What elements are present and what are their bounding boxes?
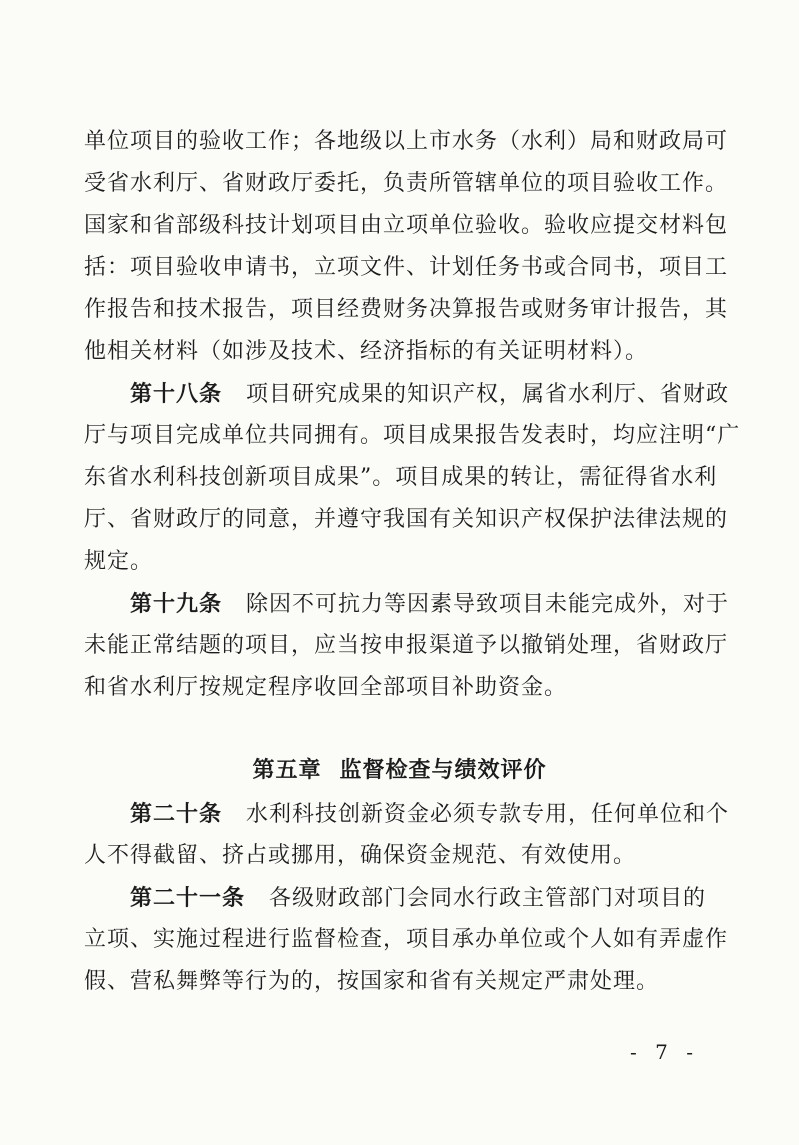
article-18	[84, 373, 741, 583]
text-line: 未能正常结题的项目，应当按申报渠道予以撤销处理，省财政厅	[84, 633, 729, 658]
article-title: 第十八条	[130, 381, 223, 407]
article-title: 第十九条	[130, 591, 223, 617]
article-first-line	[84, 877, 708, 919]
text-line: 括：项目验收申请书，立项文件、计划任务书或合同书，项目工	[84, 255, 729, 280]
text-line: 受省水利厅、省财政厅委托，负责所管辖单位的项目验收工作。	[84, 171, 729, 196]
text-line: 和省水利厅按规定程序收回全部项目补助资金。	[84, 675, 568, 700]
article-title: 第二十一条	[130, 885, 246, 911]
text-line: 东省水利科技创新项目成果”。项目成果的转让，需征得省水利	[84, 465, 718, 490]
text-line: 作报告和技术报告，项目经费财务决算报告或财务审计报告，其	[84, 297, 729, 322]
article-text: 各级财政部门会同水行政主管部门对项目的	[269, 886, 707, 911]
text-line: 规定。	[84, 549, 154, 574]
article-20	[84, 793, 730, 877]
article-21	[84, 877, 729, 1003]
article-first-line	[84, 793, 730, 835]
text-line: 单位项目的验收工作；各地级以上市水务（水利）局和财政局可	[84, 129, 729, 154]
article-first-line	[84, 583, 730, 625]
text-line: 立项、实施过程进行监督检查，项目承办单位或个人如有弄虚作	[84, 927, 729, 952]
article-first-line	[84, 373, 730, 415]
text-line: 厅、省财政厅的同意，并遵守我国有关知识产权保护法律法规的	[84, 507, 729, 532]
article-text: 项目研究成果的知识产权，属省水利厅、省财政	[246, 382, 730, 407]
text-line: 人不得截留、挤占或挪用，确保资金规范、有效使用。	[84, 843, 637, 868]
article-text: 除因不可抗力等因素导致项目未能完成外，对于	[246, 592, 730, 617]
text-line: 国家和省部级科技计划项目由立项单位验收。验收应提交材料包	[84, 213, 729, 238]
article-19	[84, 583, 730, 709]
text-line: 假、营私舞弊等行为的，按国家和省有关规定严肃处理。	[84, 969, 660, 994]
article-text: 水利科技创新资金必须专款专用，任何单位和个	[246, 802, 730, 827]
article-title: 第二十条	[130, 801, 223, 827]
chapter-heading	[0, 750, 799, 792]
chapter-title: 监督检查与绩效评价	[339, 758, 547, 783]
chapter-number: 第五章	[252, 758, 322, 783]
paragraph-acceptance	[84, 121, 729, 373]
text-line: 他相关材料（如涉及技术、经济指标的有关证明材料）。	[84, 339, 649, 364]
text-line: 厅与项目完成单位共同拥有。项目成果报告发表时，均应注明“广	[84, 423, 741, 448]
page-number: - 7 -	[630, 1040, 699, 1064]
